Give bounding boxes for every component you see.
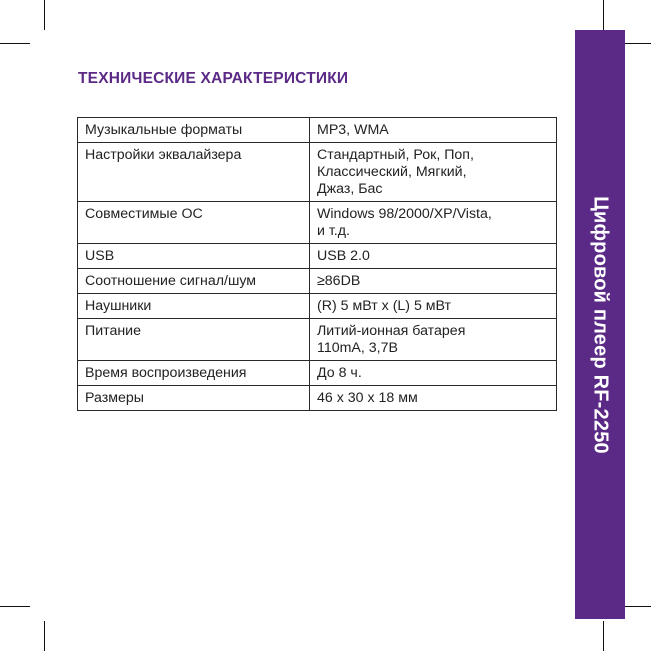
table-row — [78, 294, 557, 319]
side-tab-label: Цифровой плеер RF-2250 — [589, 195, 612, 454]
spec-value — [310, 269, 557, 294]
table-row — [78, 386, 557, 411]
spec-label: Соотношение сигнал/шум — [78, 269, 310, 294]
table-row — [78, 118, 557, 143]
specs-table — [77, 117, 557, 411]
specs-table-body — [78, 118, 557, 411]
spec-value-line: Классический, Мягкий, — [317, 164, 467, 180]
spec-value-line: (R) 5 мВт x (L) 5 мВт — [317, 298, 452, 314]
page-title: ТЕХНИЧЕСКИЕ ХАРАКТЕРИСТИКИ — [78, 70, 349, 87]
spec-value — [310, 143, 557, 202]
spec-value — [310, 294, 557, 319]
crop-mark — [44, 621, 45, 651]
crop-mark — [621, 43, 651, 44]
table-row — [78, 269, 557, 294]
side-tab — [575, 30, 625, 619]
spec-value-line: Литий-ионная батарея — [317, 323, 466, 339]
spec-value — [310, 202, 557, 244]
spec-value-line: Windows 98/2000/XP/Vista, — [317, 206, 492, 222]
table-row — [78, 361, 557, 386]
crop-mark — [603, 621, 604, 651]
spec-label: Размеры — [78, 386, 310, 411]
spec-value-line: До 8 ч. — [317, 365, 362, 381]
crop-mark — [603, 0, 604, 30]
table-row — [78, 244, 557, 269]
table-row — [78, 319, 557, 361]
spec-label: Музыкальные форматы — [78, 118, 310, 143]
spec-value — [310, 361, 557, 386]
spec-value-line: ≥86DB — [317, 273, 361, 289]
spec-value-line: 110mA, 3,7В — [317, 340, 398, 356]
spec-value-line: 46 x 30 x 18 мм — [317, 390, 418, 406]
spec-value — [310, 319, 557, 361]
spec-value-line: Джаз, Бас — [317, 181, 383, 197]
table-row — [78, 202, 557, 244]
spec-value-line: USB 2.0 — [317, 248, 370, 264]
spec-value — [310, 386, 557, 411]
table-row — [78, 143, 557, 202]
crop-mark — [0, 606, 30, 607]
spec-value — [310, 118, 557, 143]
spec-value — [310, 244, 557, 269]
crop-mark — [621, 606, 651, 607]
spec-label: USB — [78, 244, 310, 269]
spec-label: Питание — [78, 319, 310, 361]
spec-label: Совместимые ОС — [78, 202, 310, 244]
crop-mark — [44, 0, 45, 30]
spec-label: Время воспроизведения — [78, 361, 310, 386]
spec-label: Настройки эквалайзера — [78, 143, 310, 202]
spec-value-line: и т.д. — [317, 223, 350, 239]
spec-label: Наушники — [78, 294, 310, 319]
spec-value-line: MP3, WMA — [317, 122, 389, 138]
spec-value-line: Стандартный, Рок, Поп, — [317, 147, 474, 163]
crop-mark — [0, 43, 30, 44]
